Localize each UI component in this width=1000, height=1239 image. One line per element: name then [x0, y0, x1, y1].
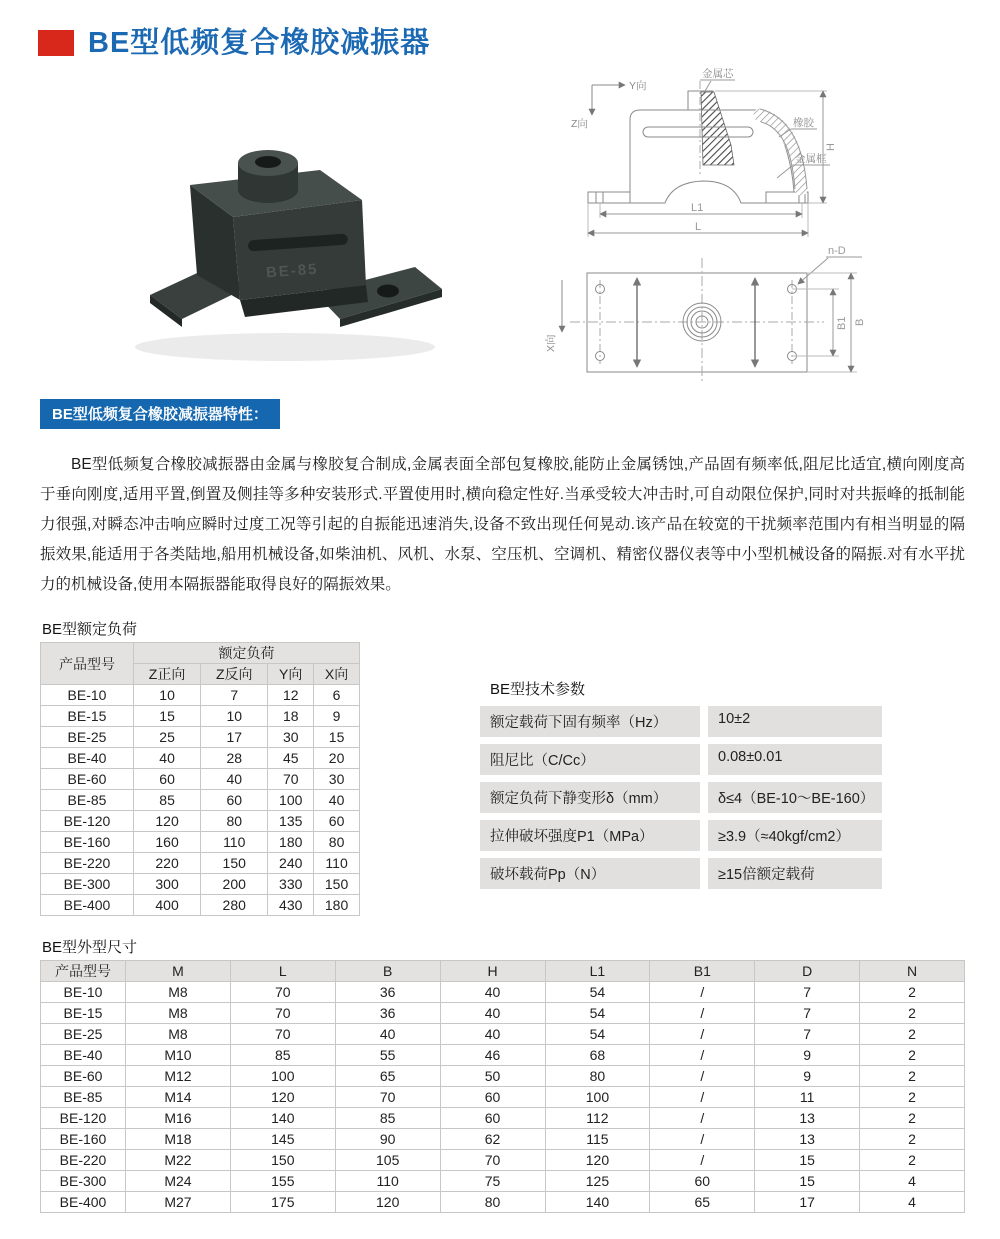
table-cell: 110: [335, 1171, 440, 1192]
table-cell: M22: [126, 1150, 231, 1171]
table-cell: 150: [314, 874, 360, 895]
page-header: [38, 20, 430, 61]
param-value: δ≤4（BE-10～BE-160）: [708, 782, 882, 813]
table-cell: 40: [134, 748, 201, 769]
table-cell: 330: [268, 874, 314, 895]
table-row: [41, 1171, 965, 1192]
section-view-drawing: [555, 65, 855, 243]
table-cell: 300: [134, 874, 201, 895]
table-cell: 80: [440, 1192, 545, 1213]
table-cell: 55: [335, 1045, 440, 1066]
table-cell: 80: [201, 811, 268, 832]
param-row: [480, 820, 882, 851]
table-row: [41, 832, 360, 853]
table-cell: BE-120: [41, 1108, 126, 1129]
table-cell: 7: [755, 1003, 860, 1024]
table-cell: 70: [230, 982, 335, 1003]
table-cell: 2: [860, 1024, 965, 1045]
dim-b1-label: B1: [836, 316, 848, 330]
table-row: [41, 769, 360, 790]
table-cell: /: [650, 1003, 755, 1024]
table-cell: M14: [126, 1087, 231, 1108]
table-cell: 68: [545, 1045, 650, 1066]
column-header: X向: [314, 664, 360, 685]
table-cell: 15: [755, 1171, 860, 1192]
embossed-model-label: BE-85: [265, 260, 320, 282]
table-row: [41, 748, 360, 769]
table-cell: 60: [314, 811, 360, 832]
tech-params-title: BE型技术参数: [490, 681, 586, 698]
table-cell: 40: [440, 1024, 545, 1045]
table-cell: BE-300: [41, 1171, 126, 1192]
table-cell: 7: [201, 685, 268, 706]
red-square-icon: [38, 30, 74, 56]
table-cell: BE-25: [41, 727, 134, 748]
rated-load-header: [41, 643, 360, 685]
table-cell: 80: [314, 832, 360, 853]
table-cell: BE-85: [41, 1087, 126, 1108]
table-cell: 13: [755, 1108, 860, 1129]
column-header: B: [335, 961, 440, 982]
table-cell: 10: [201, 706, 268, 727]
table-cell: 9: [314, 706, 360, 727]
dimensions-title: BE型外型尺寸: [42, 939, 138, 956]
table-cell: 80: [545, 1066, 650, 1087]
column-header: L: [230, 961, 335, 982]
table-cell: M27: [126, 1192, 231, 1213]
rated-load-table: [40, 642, 360, 916]
table-cell: 220: [134, 853, 201, 874]
table-row: [41, 1087, 965, 1108]
hole-note-label: n-D: [828, 245, 846, 257]
table-cell: 2: [860, 982, 965, 1003]
table-cell: BE-60: [41, 1066, 126, 1087]
table-cell: 65: [335, 1066, 440, 1087]
table-cell: M8: [126, 1003, 231, 1024]
table-cell: 115: [545, 1129, 650, 1150]
table-cell: BE-10: [41, 685, 134, 706]
table-cell: 120: [545, 1150, 650, 1171]
metal-core-label: 金属芯: [702, 68, 734, 80]
page-title: BE型低频复合橡胶减振器: [88, 27, 431, 59]
table-row: [41, 853, 360, 874]
table-cell: BE-40: [41, 748, 134, 769]
column-header-group: 额定负荷: [134, 643, 360, 664]
table-row: [41, 1045, 965, 1066]
table-row: [41, 1024, 965, 1045]
table-cell: 70: [440, 1150, 545, 1171]
table-cell: 200: [201, 874, 268, 895]
table-cell: 9: [755, 1045, 860, 1066]
table-cell: 36: [335, 1003, 440, 1024]
table-cell: /: [650, 1129, 755, 1150]
table-cell: /: [650, 1024, 755, 1045]
table-cell: 175: [230, 1192, 335, 1213]
table-row: [41, 727, 360, 748]
table-cell: 65: [650, 1192, 755, 1213]
table-cell: 17: [201, 727, 268, 748]
axis-y-label: Y向: [629, 80, 647, 92]
table-cell: 120: [335, 1192, 440, 1213]
axis-z-label: Z向: [571, 118, 588, 130]
table-cell: BE-400: [41, 895, 134, 916]
top-view-drawing: [540, 240, 995, 390]
table-cell: 280: [201, 895, 268, 916]
table-cell: 62: [440, 1129, 545, 1150]
table-cell: 12: [268, 685, 314, 706]
table-cell: 2: [860, 1087, 965, 1108]
table-cell: 20: [314, 748, 360, 769]
table-cell: BE-220: [41, 853, 134, 874]
table-cell: 70: [268, 769, 314, 790]
param-label: 额定负荷下静变形δ（mm）: [480, 782, 700, 813]
table-cell: 18: [268, 706, 314, 727]
table-cell: 40: [201, 769, 268, 790]
table-row: [41, 982, 965, 1003]
dim-b-label: B: [854, 318, 866, 326]
table-cell: 54: [545, 1003, 650, 1024]
table-cell: 85: [134, 790, 201, 811]
table-cell: 430: [268, 895, 314, 916]
param-value: ≥15倍额定载荷: [708, 858, 882, 889]
table-cell: 60: [201, 790, 268, 811]
table-cell: 2: [860, 1066, 965, 1087]
table-cell: 54: [545, 982, 650, 1003]
tech-params-list: [480, 706, 882, 896]
table-cell: 9: [755, 1066, 860, 1087]
table-cell: BE-85: [41, 790, 134, 811]
table-row: [41, 1192, 965, 1213]
table-cell: 15: [314, 727, 360, 748]
table-cell: 30: [268, 727, 314, 748]
column-header: H: [440, 961, 545, 982]
table-cell: 7: [755, 982, 860, 1003]
table-row: [41, 1108, 965, 1129]
table-cell: /: [650, 1150, 755, 1171]
table-cell: M8: [126, 1024, 231, 1045]
table-cell: M18: [126, 1129, 231, 1150]
table-row: [41, 1150, 965, 1171]
table-cell: BE-60: [41, 769, 134, 790]
table-cell: 45: [268, 748, 314, 769]
features-banner: BE型低频复合橡胶减振器特性：: [40, 399, 280, 429]
metal-frame-label: 金属框: [795, 153, 827, 165]
table-cell: 17: [755, 1192, 860, 1213]
column-header: Y向: [268, 664, 314, 685]
table-cell: 28: [201, 748, 268, 769]
table-cell: 4: [860, 1192, 965, 1213]
table-cell: 100: [230, 1066, 335, 1087]
table-cell: BE-160: [41, 1129, 126, 1150]
table-cell: 4: [860, 1171, 965, 1192]
table-cell: 10: [134, 685, 201, 706]
table-cell: 85: [335, 1108, 440, 1129]
column-header: D: [755, 961, 860, 982]
table-cell: BE-120: [41, 811, 134, 832]
table-cell: /: [650, 1066, 755, 1087]
table-cell: 105: [335, 1150, 440, 1171]
table-cell: 400: [134, 895, 201, 916]
column-header-model: 产品型号: [41, 643, 134, 685]
table-cell: 54: [545, 1024, 650, 1045]
table-row: [41, 811, 360, 832]
table-cell: 85: [230, 1045, 335, 1066]
table-cell: 25: [134, 727, 201, 748]
table-row: [41, 895, 360, 916]
param-row: [480, 782, 882, 813]
table-cell: /: [650, 1087, 755, 1108]
table-cell: 240: [268, 853, 314, 874]
table-cell: 100: [545, 1087, 650, 1108]
table-cell: 36: [335, 982, 440, 1003]
table-cell: 60: [440, 1087, 545, 1108]
table-cell: 30: [314, 769, 360, 790]
table-row: [41, 1003, 965, 1024]
table-cell: 15: [755, 1150, 860, 1171]
axis-x-label: X向: [545, 334, 557, 352]
table-cell: 6: [314, 685, 360, 706]
param-value: ≥3.9（≈40kgf/cm2）: [708, 820, 882, 851]
table-cell: BE-160: [41, 832, 134, 853]
dim-l-label: L: [695, 221, 702, 233]
param-row: [480, 744, 882, 775]
column-header: 产品型号: [41, 961, 126, 982]
table-cell: BE-220: [41, 1150, 126, 1171]
table-cell: 46: [440, 1045, 545, 1066]
table-cell: 75: [440, 1171, 545, 1192]
column-header: Z反向: [201, 664, 268, 685]
table-cell: 50: [440, 1066, 545, 1087]
table-cell: BE-15: [41, 706, 134, 727]
table-cell: 110: [201, 832, 268, 853]
param-label: 阻尼比（C/Cc）: [480, 744, 700, 775]
column-header: L1: [545, 961, 650, 982]
param-row: [480, 706, 882, 737]
table-cell: 120: [230, 1087, 335, 1108]
table-cell: 11: [755, 1087, 860, 1108]
table-cell: 2: [860, 1150, 965, 1171]
table-cell: M24: [126, 1171, 231, 1192]
param-label: 破坏载荷Pp（N）: [480, 858, 700, 889]
table-cell: BE-400: [41, 1192, 126, 1213]
table-cell: 15: [134, 706, 201, 727]
rubber-label: 橡胶: [793, 117, 814, 129]
column-header: N: [860, 961, 965, 982]
column-header: M: [126, 961, 231, 982]
table-cell: M10: [126, 1045, 231, 1066]
table-cell: 145: [230, 1129, 335, 1150]
dim-l1-label: L1: [691, 202, 704, 214]
column-header: B1: [650, 961, 755, 982]
table-cell: 7: [755, 1024, 860, 1045]
table-row: [41, 874, 360, 895]
table-cell: 70: [335, 1087, 440, 1108]
table-cell: 100: [268, 790, 314, 811]
features-paragraph: BE型低频复合橡胶减振器由金属与橡胶复合制成,金属表面全部包复橡胶,能防止金属锈蚀,产品固有频率低,阻尼比适宜,横向刚度高于垂向刚度,适用平置,倒置及侧挂等多种安装形式.平置使用时,横向稳定性好.当承受较大冲击时,可自动限位保护,同时对共振峰的抵制能力很强,对瞬态冲击响应瞬时过度工况等引起的自振能迅速消失,设备不致出现任何晃动.该产品在较宽的干扰频率范围内有相当明显的隔振效果,能适用于各类陆地,船用机械设备,如柴油机、风机、水泵、空压机、空调机、精密仪器仪表等中小型机械设备的隔振.对有水平扰力的机械设备,使用本隔振器能取得良好的隔振效果。: [40, 455, 965, 593]
table-cell: 150: [230, 1150, 335, 1171]
table-cell: 2: [860, 1108, 965, 1129]
table-cell: M12: [126, 1066, 231, 1087]
table-cell: 40: [440, 982, 545, 1003]
table-cell: 40: [335, 1024, 440, 1045]
table-cell: 2: [860, 1003, 965, 1024]
table-cell: 125: [545, 1171, 650, 1192]
column-header: Z正向: [134, 664, 201, 685]
table-cell: 2: [860, 1129, 965, 1150]
table-cell: 90: [335, 1129, 440, 1150]
param-label: 拉伸破坏强度P1（MPa）: [480, 820, 700, 851]
table-cell: 155: [230, 1171, 335, 1192]
table-cell: 2: [860, 1045, 965, 1066]
table-cell: BE-10: [41, 982, 126, 1003]
table-cell: 180: [314, 895, 360, 916]
table-cell: 150: [201, 853, 268, 874]
table-cell: 135: [268, 811, 314, 832]
table-cell: /: [650, 1108, 755, 1129]
table-cell: /: [650, 1045, 755, 1066]
dimensions-header: [41, 961, 965, 982]
param-row: [480, 858, 882, 889]
table-cell: 180: [268, 832, 314, 853]
dimensions-table: [40, 960, 965, 1213]
table-row: [41, 1129, 965, 1150]
param-value: 0.08±0.01: [708, 744, 882, 775]
table-cell: 110: [314, 853, 360, 874]
table-cell: 160: [134, 832, 201, 853]
table-row: [41, 790, 360, 811]
table-cell: 60: [650, 1171, 755, 1192]
table-cell: 112: [545, 1108, 650, 1129]
table-cell: /: [650, 982, 755, 1003]
table-cell: 40: [440, 1003, 545, 1024]
table-cell: 13: [755, 1129, 860, 1150]
table-cell: 40: [314, 790, 360, 811]
param-value: 10±2: [708, 706, 882, 737]
product-photo: [70, 95, 460, 390]
param-label: 额定载荷下固有频率（Hz）: [480, 706, 700, 737]
table-row: [41, 706, 360, 727]
table-cell: 140: [230, 1108, 335, 1129]
table-cell: 140: [545, 1192, 650, 1213]
table-cell: 120: [134, 811, 201, 832]
table-cell: 70: [230, 1003, 335, 1024]
table-cell: BE-25: [41, 1024, 126, 1045]
table-cell: BE-300: [41, 874, 134, 895]
table-cell: 60: [440, 1108, 545, 1129]
table-cell: BE-15: [41, 1003, 126, 1024]
dim-h-label: H: [825, 143, 837, 151]
table-cell: BE-40: [41, 1045, 126, 1066]
rated-load-title: BE型额定负荷: [42, 621, 138, 638]
table-cell: 70: [230, 1024, 335, 1045]
table-cell: M8: [126, 982, 231, 1003]
table-cell: 60: [134, 769, 201, 790]
table-row: [41, 1066, 965, 1087]
table-cell: M16: [126, 1108, 231, 1129]
table-row: [41, 685, 360, 706]
